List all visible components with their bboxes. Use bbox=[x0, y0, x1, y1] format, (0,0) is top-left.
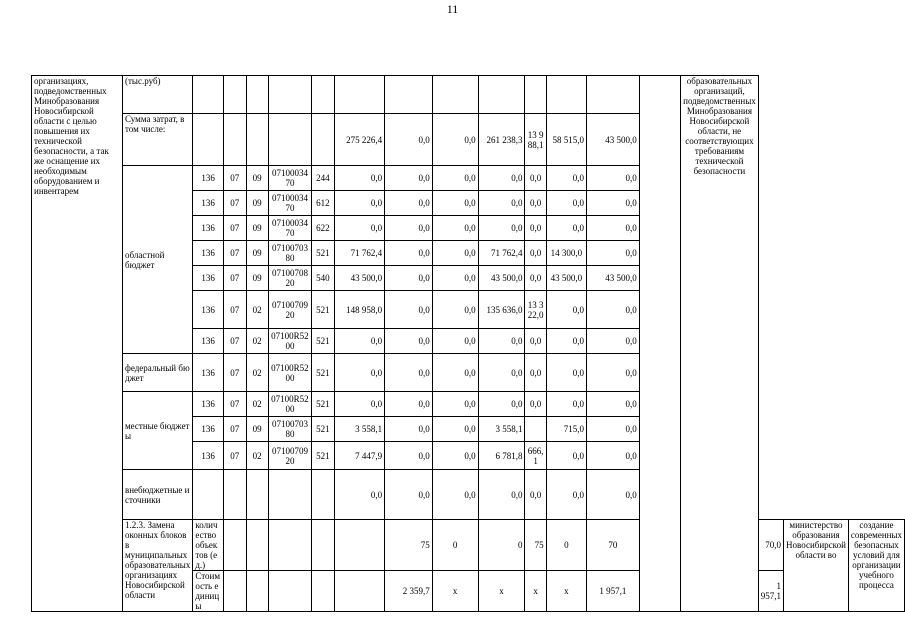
cell-value: 135 636,0 bbox=[478, 291, 525, 329]
cell-value: 0,0 bbox=[432, 392, 478, 417]
cell-code: 136 bbox=[193, 392, 224, 417]
cell-value: 0 bbox=[432, 520, 478, 571]
cell-value: 0,0 bbox=[432, 191, 478, 216]
cell-code: 07100R5200 bbox=[268, 329, 312, 354]
regional-budget-label: областной бюджет bbox=[122, 166, 192, 354]
cell-value: 0,0 bbox=[525, 266, 546, 291]
cell-code: 136 bbox=[193, 329, 224, 354]
cell-value: 2 359,7 bbox=[385, 571, 433, 612]
cell-value: 0,0 bbox=[546, 392, 586, 417]
cell-code: 0710003470 bbox=[268, 166, 312, 191]
cell-code: 521 bbox=[312, 329, 334, 354]
cell-value: 0,0 bbox=[586, 291, 639, 329]
cell-code: 136 bbox=[193, 354, 224, 392]
cell-code: 521 bbox=[312, 241, 334, 266]
cell-value: 1 957,1 bbox=[586, 571, 639, 612]
local-budget-label: местные бюджеты bbox=[122, 392, 192, 470]
cell-value: 3 558,1 bbox=[478, 417, 525, 442]
cell-code: 521 bbox=[312, 442, 334, 470]
cell-value: 0,0 bbox=[432, 266, 478, 291]
cell-value: х bbox=[546, 571, 586, 612]
cell-value: 0,0 bbox=[385, 216, 433, 241]
cell-code: 540 bbox=[312, 266, 334, 291]
cell-code: 0710003470 bbox=[268, 191, 312, 216]
executor-cell bbox=[639, 76, 680, 612]
cell-code: 07100R5200 bbox=[268, 354, 312, 392]
cell-value: 0,0 bbox=[334, 216, 385, 241]
cell-value: 0,0 bbox=[432, 354, 478, 392]
cell-value: 0,0 bbox=[478, 216, 525, 241]
cell-code: 622 bbox=[312, 216, 334, 241]
cell-value: 0,0 bbox=[525, 470, 546, 520]
cell-value: 0,0 bbox=[385, 470, 433, 520]
cell-value: 0,0 bbox=[334, 191, 385, 216]
cell-code: 09 bbox=[246, 241, 268, 266]
cell-value: 0,0 bbox=[385, 329, 433, 354]
cell-code: 02 bbox=[246, 392, 268, 417]
cell-value: 13 988,1 bbox=[525, 114, 546, 166]
cell-value: 0,0 bbox=[385, 291, 433, 329]
cell-value: 0,0 bbox=[385, 241, 433, 266]
cell-value: 0,0 bbox=[586, 470, 639, 520]
cell-code: 521 bbox=[312, 354, 334, 392]
table-row bbox=[32, 392, 905, 417]
measure-1-2-3-name: 1.2.3. Замена оконных блоков в муниципальных образовательных организациях Новосибирской области bbox=[122, 520, 192, 612]
cell-value: 0,0 bbox=[546, 191, 586, 216]
executor-ministry: министерство образования Новосибирской области во bbox=[784, 520, 849, 612]
cell-value: 0,0 bbox=[432, 442, 478, 470]
cell-value: 75 bbox=[525, 520, 546, 571]
cell-code: 07 bbox=[223, 417, 246, 442]
cell-value: 14 300,0 bbox=[546, 241, 586, 266]
cell-code: 07 bbox=[223, 354, 246, 392]
cell-value: 261 238,3 bbox=[478, 114, 525, 166]
cell-value: 0,0 bbox=[478, 166, 525, 191]
cell-value: 0,0 bbox=[432, 417, 478, 442]
cell-code: 07 bbox=[223, 392, 246, 417]
cell-value: 0,0 bbox=[432, 470, 478, 520]
cell-value: 0,0 bbox=[546, 216, 586, 241]
cell-code: 521 bbox=[312, 392, 334, 417]
cell-code: 02 bbox=[246, 329, 268, 354]
cell-value: 0,0 bbox=[385, 166, 433, 191]
cell-value: 0,0 bbox=[586, 392, 639, 417]
cell-code: 07 bbox=[223, 329, 246, 354]
units-label: (тыс.руб) bbox=[122, 76, 192, 114]
cell-value: 0,0 bbox=[432, 166, 478, 191]
cell-value: 0,0 bbox=[546, 470, 586, 520]
cell-value: 43 500,0 bbox=[546, 266, 586, 291]
cell-value: 0,0 bbox=[334, 392, 385, 417]
cell-code: 0710070920 bbox=[268, 291, 312, 329]
cell-value: 0,0 bbox=[432, 329, 478, 354]
cell-code: 136 bbox=[193, 241, 224, 266]
cell-value: 0,0 bbox=[385, 442, 433, 470]
unit-cost-label: Стоимость единицы bbox=[193, 571, 224, 612]
cell-value: 0,0 bbox=[586, 166, 639, 191]
cell-value: 13 322,0 bbox=[525, 291, 546, 329]
cell-value: 0,0 bbox=[525, 166, 546, 191]
cell-code: 09 bbox=[246, 216, 268, 241]
cell-code: 09 bbox=[246, 191, 268, 216]
cell-value: 0,0 bbox=[546, 442, 586, 470]
cell-code: 136 bbox=[193, 442, 224, 470]
cell-code: 136 bbox=[193, 191, 224, 216]
cell-value: 0,0 bbox=[432, 291, 478, 329]
cell-value: 0,0 bbox=[334, 329, 385, 354]
cell-code: 136 bbox=[193, 291, 224, 329]
cell-value: 0,0 bbox=[334, 166, 385, 191]
cell-value: 71 762,4 bbox=[478, 241, 525, 266]
cell-code: 07 bbox=[223, 191, 246, 216]
cell-value: 70,0 bbox=[758, 520, 783, 571]
cell-value: 0,0 bbox=[432, 241, 478, 266]
extrabudget-label: внебюджетные источники bbox=[122, 470, 192, 520]
cell-value: 43 500,0 bbox=[334, 266, 385, 291]
qty-label: количество объектов (ед.) bbox=[193, 520, 224, 571]
program-table bbox=[31, 75, 905, 612]
cell-code: 07 bbox=[223, 166, 246, 191]
cell-value: х bbox=[478, 571, 525, 612]
cell-value: 0 bbox=[478, 520, 525, 571]
cell-value: 0,0 bbox=[546, 166, 586, 191]
cell-value: 0,0 bbox=[478, 470, 525, 520]
cell-code: 02 bbox=[246, 442, 268, 470]
cell-value: 715,0 bbox=[546, 417, 586, 442]
cell-value: х bbox=[432, 571, 478, 612]
cell-code: 136 bbox=[193, 417, 224, 442]
cell-code: 07 bbox=[223, 266, 246, 291]
cell-value: 0,0 bbox=[478, 354, 525, 392]
cell-value: 1 957,1 bbox=[758, 571, 783, 612]
cell-code: 09 bbox=[246, 166, 268, 191]
cell-code: 02 bbox=[246, 291, 268, 329]
cell-value: 6 781,8 bbox=[478, 442, 525, 470]
table-row-qty bbox=[32, 520, 905, 571]
cell-value: 0,0 bbox=[546, 329, 586, 354]
cell-value: 0,0 bbox=[586, 442, 639, 470]
cell-value bbox=[525, 417, 546, 442]
cell-code: 0710070920 bbox=[268, 442, 312, 470]
cell-value: 43 500,0 bbox=[586, 114, 639, 166]
cell-code: 521 bbox=[312, 417, 334, 442]
cell-code: 0710003470 bbox=[268, 216, 312, 241]
expected-result-cell: образовательных организаций, подведомственных Минобразования Новосибирской области, не соответствующих требованиям технической безопасности bbox=[681, 76, 759, 612]
cell-value: 75 bbox=[385, 520, 433, 571]
measure-name-cell: организациях, подведомственных Минобразования Новосибирской области с целью повышения их технической безопасности, а так же оснащение их необходимым оборудованием и инвентарем bbox=[32, 76, 123, 612]
cell-code: 09 bbox=[246, 266, 268, 291]
cell-code: 02 bbox=[246, 354, 268, 392]
cell-value: 0,0 bbox=[525, 354, 546, 392]
cell-value: 0,0 bbox=[586, 191, 639, 216]
cell-value: 0,0 bbox=[478, 329, 525, 354]
cell-value: 43 500,0 bbox=[586, 266, 639, 291]
cell-value: 0,0 bbox=[478, 392, 525, 417]
cell-value: 71 762,4 bbox=[334, 241, 385, 266]
cell-value: 3 558,1 bbox=[334, 417, 385, 442]
cell-value: 0,0 bbox=[385, 354, 433, 392]
page-number: 11 bbox=[446, 2, 459, 16]
cell-code: 07100R5200 bbox=[268, 392, 312, 417]
cell-value: 0,0 bbox=[385, 392, 433, 417]
cell-value: 0,0 bbox=[525, 241, 546, 266]
cell-value: 0,0 bbox=[586, 417, 639, 442]
cell-value: 0,0 bbox=[525, 329, 546, 354]
cell-value: 0,0 bbox=[334, 470, 385, 520]
cell-value: х bbox=[525, 571, 546, 612]
cell-code: 07 bbox=[223, 291, 246, 329]
cell-value: 7 447,9 bbox=[334, 442, 385, 470]
table-row-total bbox=[32, 114, 905, 166]
cell-code: 07 bbox=[223, 241, 246, 266]
cell-code: 07 bbox=[223, 216, 246, 241]
cell-code: 0710070820 bbox=[268, 266, 312, 291]
cell-value: 148 958,0 bbox=[334, 291, 385, 329]
cell-value: 0,0 bbox=[432, 216, 478, 241]
cell-value: 0,0 bbox=[586, 354, 639, 392]
cell-value: 0,0 bbox=[334, 354, 385, 392]
cell-code: 0710070380 bbox=[268, 417, 312, 442]
cell-value: 0,0 bbox=[586, 216, 639, 241]
cell-code: 09 bbox=[246, 417, 268, 442]
cell-value: 0,0 bbox=[478, 191, 525, 216]
cell-code: 244 bbox=[312, 166, 334, 191]
cell-code: 136 bbox=[193, 216, 224, 241]
cell-code: 0710070380 bbox=[268, 241, 312, 266]
cell-value: 0,0 bbox=[586, 329, 639, 354]
cell-value: 0,0 bbox=[546, 291, 586, 329]
cell-value: 0,0 bbox=[385, 114, 433, 166]
cell-value: 0 bbox=[546, 520, 586, 571]
cell-value: 0,0 bbox=[385, 191, 433, 216]
federal-budget-label: федеральный бюджет bbox=[122, 354, 192, 392]
cell-value: 0,0 bbox=[525, 216, 546, 241]
cell-value: 0,0 bbox=[385, 417, 433, 442]
cell-code: 612 bbox=[312, 191, 334, 216]
cell-value: 0,0 bbox=[586, 241, 639, 266]
table-row bbox=[32, 166, 905, 191]
cell-value: 0,0 bbox=[546, 354, 586, 392]
table-row bbox=[32, 470, 905, 520]
cell-value: 0,0 bbox=[525, 392, 546, 417]
cell-value: 275 226,4 bbox=[334, 114, 385, 166]
cell-code: 136 bbox=[193, 166, 224, 191]
table-row bbox=[32, 354, 905, 392]
cell-code: 136 bbox=[193, 266, 224, 291]
expected-result-1-2-3: создание современных безопасных условий для организации учебного процесса bbox=[848, 520, 904, 612]
cell-value: 666,1 bbox=[525, 442, 546, 470]
cell-code: 07 bbox=[223, 442, 246, 470]
cell-value: 0,0 bbox=[525, 191, 546, 216]
cell-value: 43 500,0 bbox=[478, 266, 525, 291]
total-label: Сумма затрат, в том числе: bbox=[122, 114, 192, 166]
cell-value: 0,0 bbox=[385, 266, 433, 291]
cell-value: 58 515,0 bbox=[546, 114, 586, 166]
cell-value: 0,0 bbox=[432, 114, 478, 166]
cell-code: 521 bbox=[312, 291, 334, 329]
cell-value: 70 bbox=[586, 520, 639, 571]
